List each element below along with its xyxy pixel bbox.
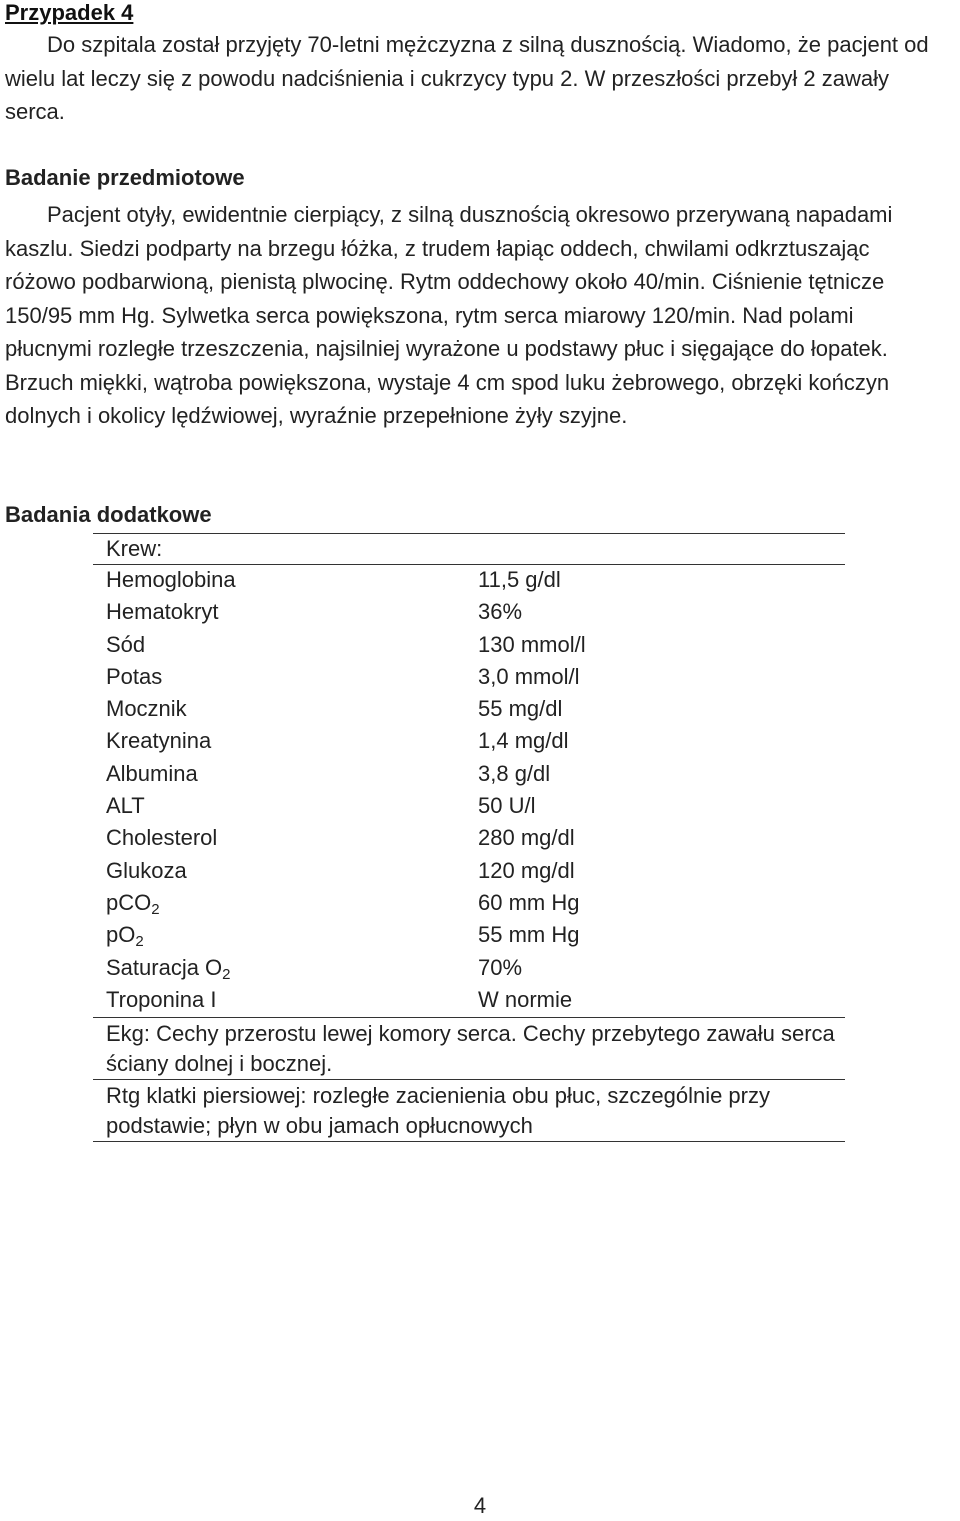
lab-name: pO2 — [106, 922, 144, 951]
table-row — [93, 985, 845, 1017]
additional-tests-heading: Badania dodatkowe — [5, 502, 212, 527]
lab-name: Mocznik — [106, 696, 187, 722]
table-row — [93, 953, 845, 985]
lab-name: Albumina — [106, 760, 198, 786]
lab-value: 70% — [478, 954, 523, 980]
lab-value: 3,8 g/dl — [478, 760, 551, 786]
lab-name: Kreatynina — [106, 728, 212, 754]
physical-exam-heading: Badanie przedmiotowe — [5, 165, 245, 190]
lab-name: Troponina I — [106, 986, 217, 1012]
lab-name: Hemoglobina — [106, 567, 236, 592]
lab-value: 120 mg/dl — [478, 857, 575, 883]
table-row — [93, 726, 845, 758]
lab-value: 130 mmol/l — [478, 631, 586, 657]
table-row — [93, 565, 845, 597]
table-row — [93, 823, 845, 855]
lab-value: 3,0 mmol/l — [478, 663, 580, 689]
table-row — [93, 597, 845, 629]
table-rule-bottom — [93, 1141, 845, 1142]
lab-name: Glukoza — [106, 857, 187, 883]
lab-value: W normie — [478, 986, 573, 1012]
lab-value: 55 mg/dl — [478, 696, 563, 722]
lab-value: 36% — [478, 599, 523, 625]
table-row — [93, 630, 845, 662]
table-row — [93, 759, 845, 791]
case-title: Przypadek 4 — [5, 0, 134, 25]
table-row — [93, 791, 845, 823]
table-row — [93, 888, 845, 920]
lab-name: Potas — [106, 663, 163, 689]
table-row — [93, 920, 845, 952]
lab-name: Saturacja O2 — [106, 954, 231, 983]
lab-value: 50 U/l — [478, 793, 536, 819]
lab-rows — [93, 565, 845, 1017]
table-row — [93, 694, 845, 726]
xray-finding: Rtg klatki piersiowej: rozległe zacienienia obu płuc, szczególnie przy podstawie; płyn w obu jamach opłucnowych — [106, 1083, 770, 1138]
lab-value: 60 mm Hg — [478, 889, 580, 915]
lab-value: 11,5 g/dl — [478, 567, 561, 592]
table-row — [93, 662, 845, 694]
physical-exam-paragraph: Pacjent otyły, ewidentnie cierpiący, z silną dusznością okresowo przerywaną napadami kaszlu. Siedzi podparty na brzegu łóżka, z trudem łapiąc oddech, chwilami odkrztuszając różowo podbarwioną, pienistą plwocinę. Rytm oddechowy około 40/min. Ciśnienie tętnicze 150/95 mm Hg. Sylwetka serca powiększona, rytm serca miarowy 120/min. Nad polami płucnymi rozległe trzeszczenia, najsilniej wyrażone u podstawy płuc i sięgające do łopatek. Brzuch miękki, wątroba powiększona, wystaje 4 cm spod luku żebrowego, obrzęki kończyn dolnych i okolicy lędźwiowej, wyraźnie przepełnione żyły szyjne. — [5, 202, 893, 428]
table-row — [93, 856, 845, 888]
lab-name: Cholesterol — [106, 825, 218, 851]
lab-value: 55 mm Hg — [478, 922, 580, 948]
intro-paragraph: Do szpitala został przyjęty 70-letni mężczyzna z silną dusznością. Wiadomo, że pacjent od wielu lat leczy się z powodu nadciśnienia i cukrzycy typu 2. W przeszłości przebył 2 zawały serca. — [5, 32, 929, 124]
ekg-finding: Ekg: Cechy przerostu lewej komory serca. Cechy przebytego zawału serca ściany dolnej i bocznej. — [106, 1021, 835, 1076]
lab-name: ALT — [106, 793, 145, 819]
lab-value: 1,4 mg/dl — [478, 728, 569, 754]
lab-name: Hematokryt — [106, 599, 219, 625]
lab-results-table — [93, 533, 845, 1142]
lab-name: Sód — [106, 631, 146, 657]
blood-label: Krew: — [106, 536, 163, 561]
lab-name: pCO2 — [106, 889, 160, 918]
page-number: 4 — [473, 1493, 487, 1518]
lab-value: 280 mg/dl — [478, 825, 575, 851]
